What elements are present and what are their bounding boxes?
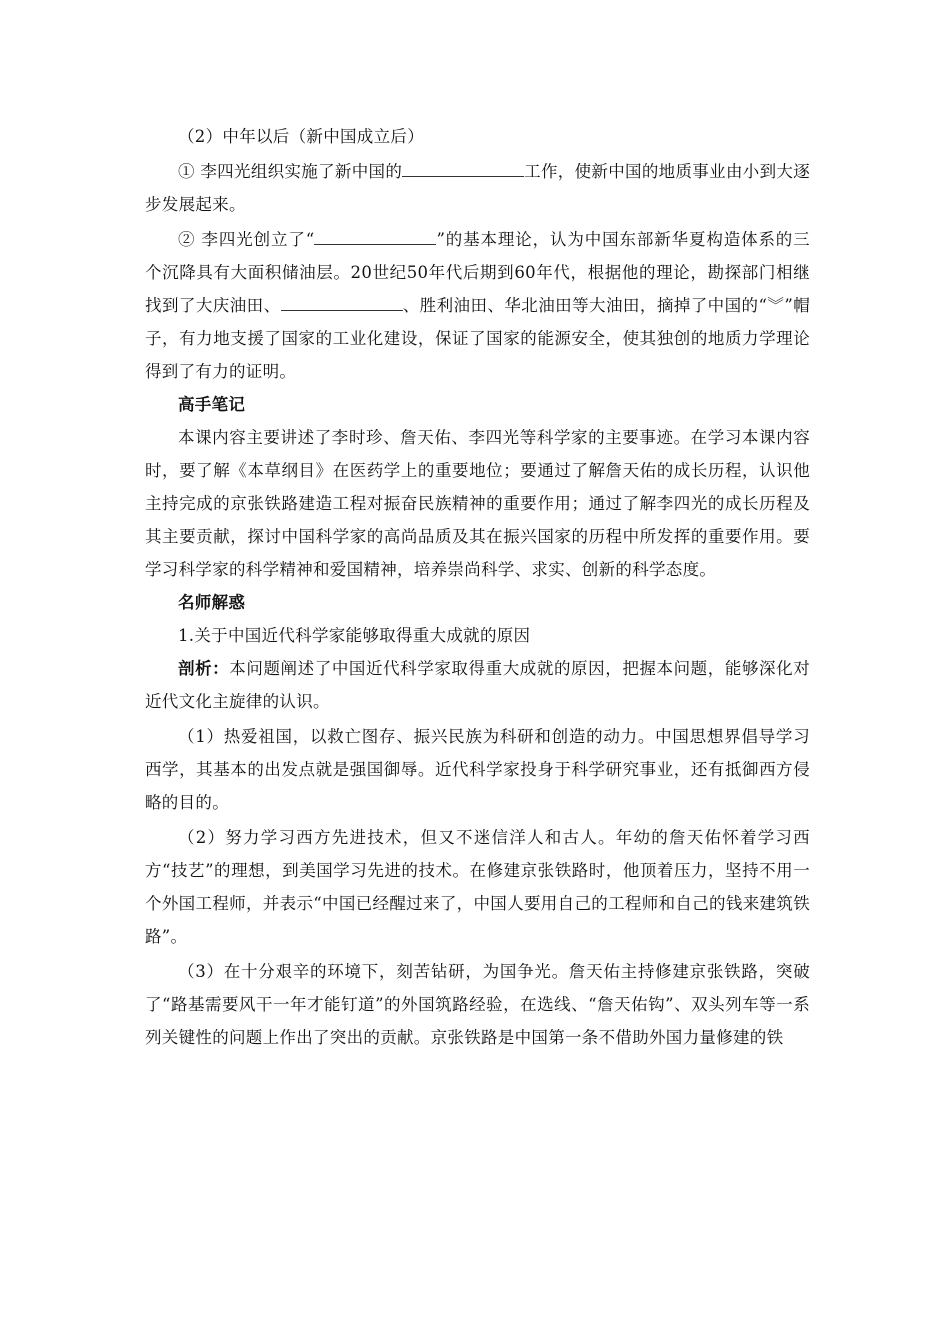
- item2-mid1: ”的基本理论，认为中国东部新华夏构造体系的三个沉降具有大面积储油层。20世纪50年代后期到60年代，根据他的理论，勘探部门相继找到了大庆油田、: [145, 230, 810, 315]
- item2-suffix: ”帽子，有力地支援了国家的工业化建设，保证了国家的能源安全，使其独创的地质力学理论得到了有力的证明。: [145, 296, 810, 381]
- analysis-label: 剖析：: [178, 659, 230, 678]
- item2-prefix: ② 李四光创立了“: [178, 230, 315, 249]
- fill-blank-1: [402, 160, 524, 177]
- item1-prefix: ① 李四光组织实施了新中国的: [178, 162, 403, 181]
- fill-blank-2: [314, 228, 436, 245]
- reason-paragraph-2: （2）努力学习西方先进技术，但又不迷信洋人和古人。年幼的詹天佑怀着学习西方“技艺”的理想，到美国学习先进的技术。在修建京张铁路时，他顶着压力，坚持不用一个外国工程师，并表示“中国已经醒过来了，中国人要用自己的工程师和自己的钱来建筑铁路”。: [145, 828, 810, 946]
- blank-glyph: ︾: [767, 296, 785, 315]
- notes-body: 本课内容主要讲述了李时珍、詹天佑、李四光等科学家的主要事迹。在学习本课内容时，要了解《本草纲目》在医药学上的重要地位；要通过了解詹天佑的成长历程，认识他主持完成的京张铁路建造工程对振奋民族精神的重要作用；通过了解李四光的成长历程及其主要贡献，探讨中国科学家的高尚品质及其在振兴国家的历程中所发挥的重要作用。要学习科学家的科学精神和爱国精神，培养崇尚科学、求实、创新的科学态度。: [145, 428, 810, 579]
- page-content: [145, 120, 810, 1054]
- reason-paragraph-1: （1）热爱祖国，以救亡图存、振兴民族为科研和创造的动力。中国思想界倡导学习西学，其基本的出发点就是强国御辱。近代科学家投身于科学研究事业，还有抵御西方侵略的目的。: [145, 727, 810, 812]
- analysis-paragraph: [145, 652, 810, 718]
- list-item-geomechanics: [145, 223, 810, 388]
- fill-blank-3: [281, 294, 403, 311]
- reason-paragraph-3: （3）在十分艰辛的环境下，刻苦钻研，为国争光。詹天佑主持修建京张铁路，突破了“路基需要风干一年才能钉道”的外国筑路经验，在选线、“詹天佑钩”、双头列车等一系列关键性的问题上作出了突出的贡献。京张铁路是中国第一条不借助外国力量修建的铁: [145, 962, 810, 1047]
- item2-mid2: 、胜利油田、华北油田等大油田，摘掉了中国的“: [402, 296, 768, 315]
- section-subhead: （2）中年以后（新中国成立后）: [178, 127, 424, 146]
- analysis-text: 本问题阐述了中国近代科学家取得重大成就的原因，把握本问题，能够深化对近代文化主旋律的认识。: [145, 659, 811, 711]
- item1-suffix: 工作，使新中国的地质事业由小到大逐步发展起来。: [145, 162, 810, 214]
- notes-heading: 高手笔记: [178, 395, 246, 414]
- question-title: 1.关于中国近代科学家能够取得重大成就的原因: [178, 626, 531, 645]
- explain-heading: 名师解惑: [178, 593, 246, 612]
- list-item-geology-work: [145, 155, 810, 221]
